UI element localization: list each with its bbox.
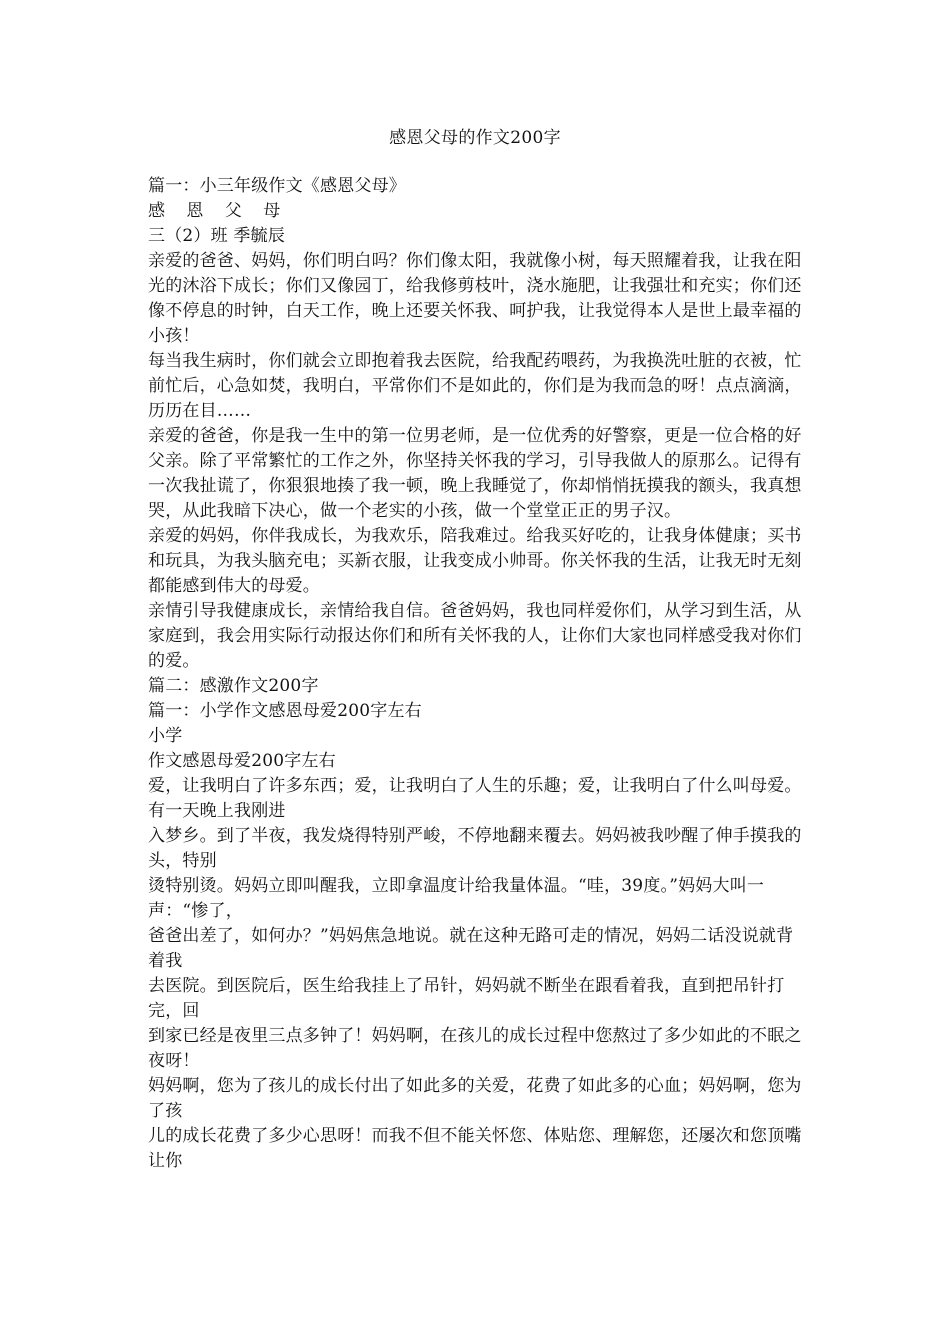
paragraph: 妈妈啊，您为了孩儿的成长付出了如此多的关爱，花费了如此多的心血；妈妈啊，您为了孩 <box>148 1076 802 1121</box>
sub-heading: 篇一：小学作文感恩母爱200字左右 <box>148 701 422 721</box>
paragraph: 亲爱的妈妈，你伴我成长，为我欢乐，陪我难过。给我买好吃的，让我身体健康；买书和玩具，为我头脑充电；买新衣服，让我变成小帅哥。你关怀我的生活，让我无时无刻都能感到伟大的母爱。 <box>148 526 802 596</box>
essay-title: 感 恩 父 母 <box>148 201 289 221</box>
paragraph: 到家已经是夜里三点多钟了！妈妈啊，在孩儿的成长过程中您熬过了多少如此的不眠之夜呀！ <box>148 1026 802 1071</box>
paragraph: 爱，让我明白了许多东西；爱，让我明白了人生的乐趣；爱，让我明白了什么叫母爱。 <box>148 776 802 796</box>
paragraph: 入梦乡。到了半夜，我发烧得特别严峻，不停地翻来覆去。妈妈被我吵醒了伸手摸我的头，特别 <box>148 826 802 871</box>
document-body <box>148 174 808 1174</box>
paragraph: 小学 <box>148 726 183 746</box>
author-line: 三（2）班 季毓辰 <box>148 226 286 246</box>
paragraph: 儿的成长花费了多少心思呀！而我不但不能关怀您、体贴您、理解您，还屡次和您顶嘴让你 <box>148 1126 802 1171</box>
paragraph: 每当我生病时，你们就会立即抱着我去医院，给我配药喂药，为我换洗吐脏的衣被，忙前忙后，心急如焚，我明白，平常你们不是如此的，你们是为我而急的呀！点点滴滴，历历在目…… <box>148 351 802 421</box>
paragraph: 去医院。到医院后，医生给我挂上了吊针，妈妈就不断坐在跟看着我，直到把吊针打完，回 <box>148 976 785 1021</box>
section-heading-1: 篇一：小三年级作文《感恩父母》 <box>148 176 406 196</box>
section-heading-2: 篇二：感激作文200字 <box>148 676 319 696</box>
paragraph: 亲爱的爸爸、妈妈，你们明白吗？你们像太阳，我就像小树，每天照耀着我，让我在阳光的沐浴下成长；你们又像园丁，给我修剪枝叶，浇水施肥，让我强壮和充实；你们还像不停息的时钟，白天工作，晚上还要关怀我、呵护我，让我觉得本人是世上最幸福的小孩！ <box>148 251 802 346</box>
paragraph: 作文感恩母爱200字左右 <box>148 751 336 771</box>
paragraph: 有一天晚上我刚进 <box>148 801 286 821</box>
document-title: 感恩父母的作文200字 <box>389 128 561 148</box>
paragraph: 爸爸出差了，如何办？”妈妈焦急地说。就在这种无路可走的情况，妈妈二话没说就背着我 <box>148 926 794 971</box>
paragraph: 亲爱的爸爸，你是我一生中的第一位男老师，是一位优秀的好警察，更是一位合格的好父亲。除了平常繁忙的工作之外，你坚持关怀我的学习，引导我做人的原那么。记得有一次我扯谎了，你狠狠地揍了我一顿，晚上我睡觉了，你却悄悄抚摸我的额头，我真想哭，从此我暗下决心，做一个老实的小孩，做一个堂堂正正的男子汉。 <box>148 426 802 521</box>
paragraph: 烫特别烫。妈妈立即叫醒我，立即拿温度计给我量体温。“哇，39度。”妈妈大叫一声：“惨了， <box>148 876 765 921</box>
paragraph: 亲情引导我健康成长，亲情给我自信。爸爸妈妈，我也同样爱你们，从学习到生活，从家庭到，我会用实际行动报达你们和所有关怀我的人，让你们大家也同样感受我对你们的爱。 <box>148 601 802 671</box>
